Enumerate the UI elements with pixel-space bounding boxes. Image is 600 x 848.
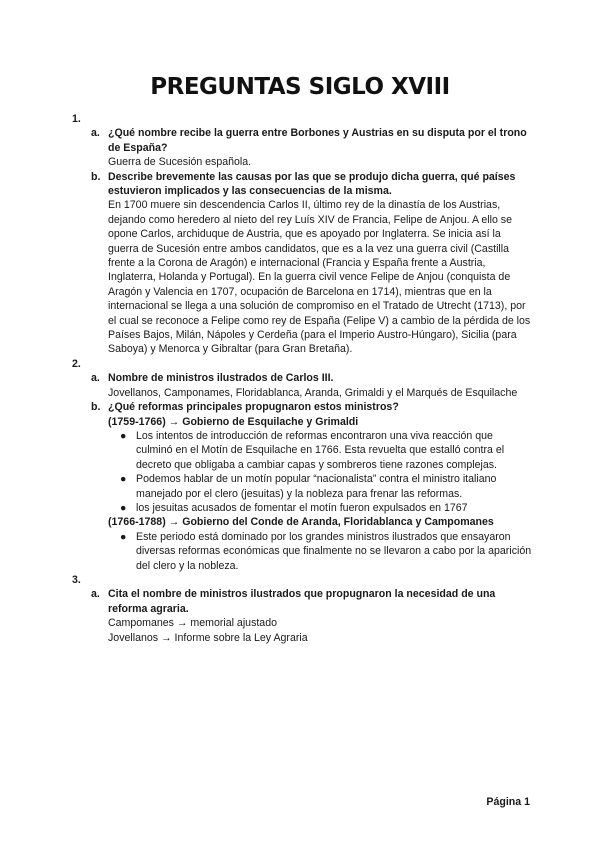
bullet-item [108, 429, 532, 472]
bullet-text: los jesuitas acusados de fomentar el motín fueron expulsados en 1767 [136, 501, 468, 514]
sub-question: ¿Qué reformas principales propugnaron estos ministros? [108, 401, 399, 414]
page-title: PREGUNTAS SIGLO XVIII [150, 74, 450, 100]
sub-letter: b. [91, 170, 101, 183]
sub-question: Cita el nombre de ministros ilustrados que propugnaron la necesidad de una reforma agraria. [108, 588, 496, 615]
period-heading: (1766-1788) → Gobierno del Conde de Aranda, Floridablanca y Campomanes [108, 516, 494, 529]
sub-letter: b. [91, 401, 101, 414]
bullet-icon: ● [120, 429, 127, 442]
question-1a [72, 126, 532, 169]
period-heading: (1759-1766) → Gobierno de Esquilache y Grimaldi [108, 415, 359, 428]
answer-line: Jovellanos → Informe sobre la Ley Agraria [108, 631, 308, 644]
page-number: Página 1 [486, 796, 530, 808]
bullet-item [108, 472, 532, 501]
bullet-item [108, 501, 532, 515]
sub-answer: Jovellanos, Camponames, Floridablanca, Aranda, Grimaldi y el Marqués de Esquilache [108, 386, 518, 399]
bullet-list [108, 530, 532, 573]
question-number: 2. [72, 357, 81, 370]
questions-list [72, 112, 532, 645]
question-1 [72, 112, 532, 357]
question-3a [72, 587, 532, 645]
bullet-text: Este periodo está dominado por los grandes ministros ilustrados que ensayaron diversas reformas económicas que finalmente no se llevaron a cabo por la aparición del clero y la nobleza. [136, 530, 532, 572]
question-number: 3. [72, 573, 81, 586]
question-3 [72, 573, 532, 645]
sub-question: Describe brevemente las causas por las que se produjo dicha guerra, qué países estuvieron implicados y las consecuencias de la misma. [108, 170, 516, 198]
answer-line: Campomanes → memorial ajustado [108, 617, 277, 630]
sub-question: ¿Qué nombre recibe la guerra entre Borbones y Austrias en su disputa por el trono de España? [108, 127, 527, 154]
question-2a [72, 371, 532, 400]
sub-answer: Guerra de Sucesión española. [108, 156, 252, 169]
sub-answer: En 1700 muere sin descendencia Carlos II, último rey de la dinastía de los Austrias, dejando como heredero al nieto del rey Luís XIV de Francia, Felipe de Anjou. A ello se opone Carlos, archiduque de Austria, que es apoyado por Inglaterra. Se inicia así la guerra de Sucesión entre ambos candidatos, que es a la vez una guerra civil (Castilla frente a la Corona de Aragón) e internacional (Francia y España frente a Austria, Inglaterra, Holanda y Portugal). En la guerra civil vence Felipe de Anjou (conquista de Aragón y Valencia en 1707, ocupación de Barcelona en 1714), mientras que en la internacional se llega a una solución de compromiso en el Tratado de Utrecht (1713), por el cual se reconoce a Felipe como rey de España (Felipe V) a cambio de la pérdida de los Países Bajos, Milán, Nápoles y Cerdeña (para el Imperio Austro-Húngaro), Sicilia (para Saboya) y Menorca y Gibraltar (para Gran Bretaña). [108, 199, 531, 356]
question-2b [72, 400, 532, 573]
sub-letter: a. [91, 588, 100, 601]
sub-letter: a. [91, 127, 100, 140]
bullet-list [108, 429, 532, 515]
question-number: 1. [72, 113, 81, 125]
sub-question: Nombre de ministros ilustrados de Carlos III. [108, 372, 334, 385]
question-1b [72, 170, 532, 357]
sub-letter: a. [91, 372, 100, 385]
bullet-icon: ● [120, 530, 127, 543]
question-2 [72, 357, 532, 573]
bullet-icon: ● [120, 501, 127, 514]
bullet-icon: ● [120, 473, 127, 486]
bullet-text: Los intentos de introducción de reformas encontraron una viva reacción que culminó en el Motín de Esquilache en 1766. Esta revuelta que estalló contra el decreto que obligaba a cambiar capas y sombreros tiene razones complejas. [136, 429, 505, 471]
bullet-text: Podemos hablar de un motín popular “nacionalista” contra el ministro italiano manejado por el clero (jesuitas) y la nobleza para frenar las reformas. [136, 473, 497, 500]
bullet-item [108, 530, 532, 573]
